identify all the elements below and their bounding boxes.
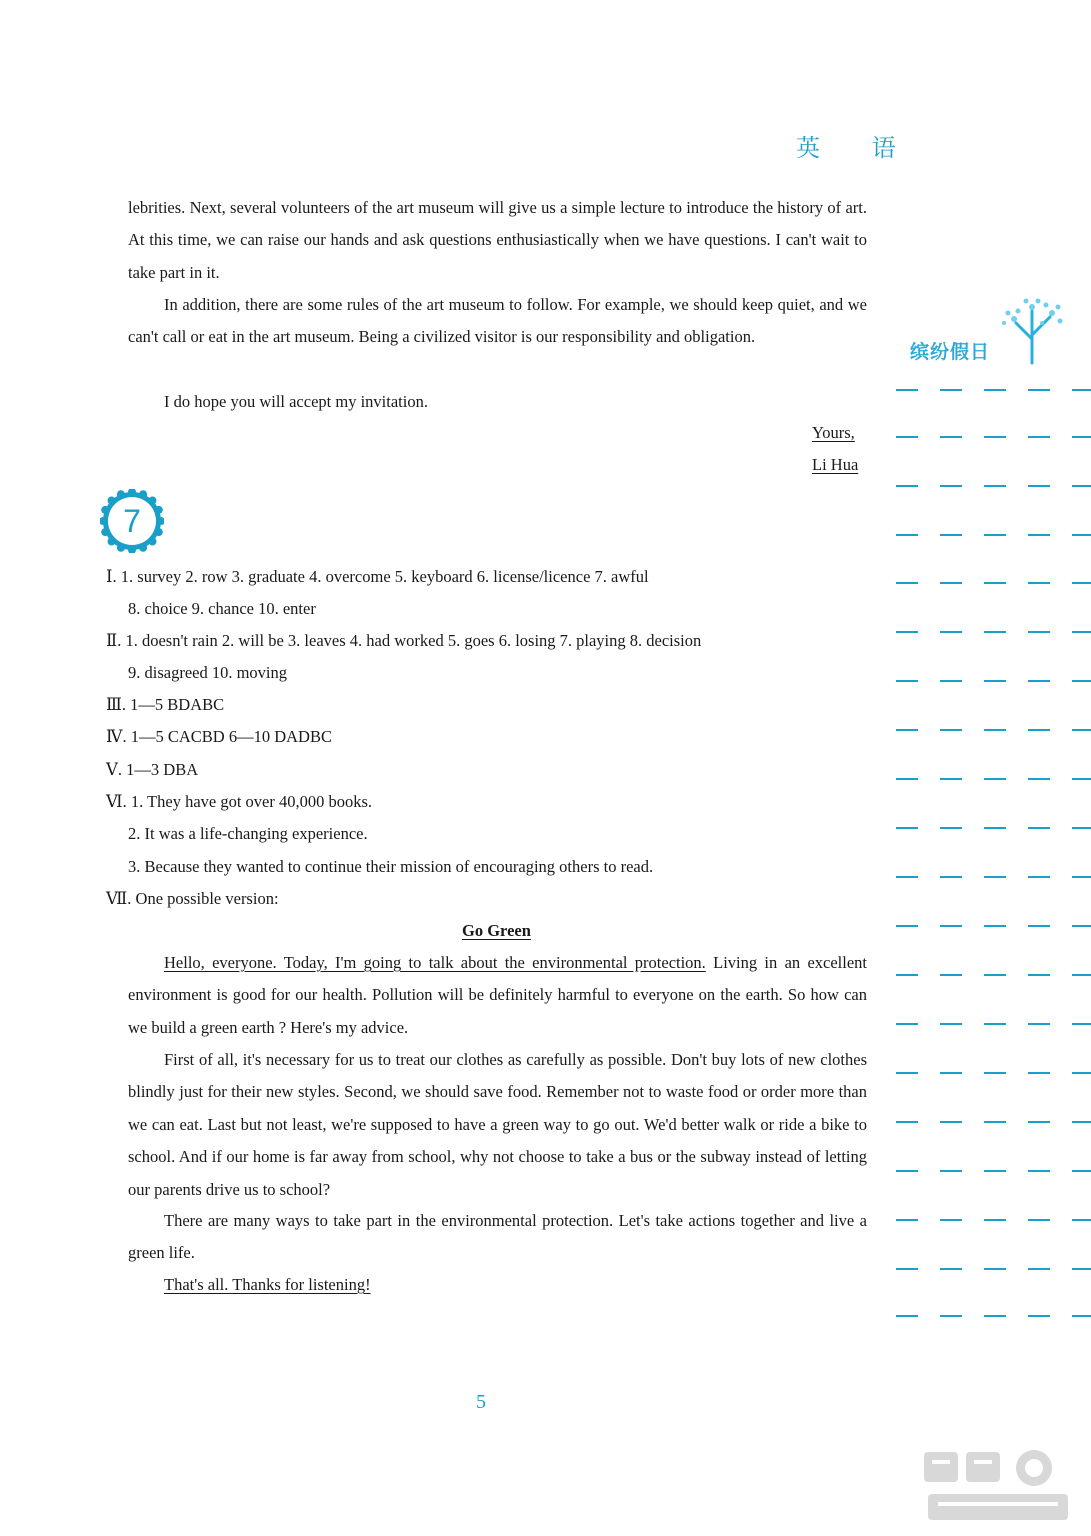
tree-logo-icon [996, 293, 1068, 365]
answer-section-7-intro: Ⅶ. One possible version: [106, 889, 279, 908]
note-line [896, 680, 1091, 682]
letter-paragraph-3: I do hope you will accept my invitation. [164, 392, 428, 411]
essay-opening-sentence: Hello, everyone. Today, I'm going to talk about the environmental protection. [164, 953, 706, 972]
letter-paragraph-2: In addition, there are some rules of the art museum to follow. For example, we should keep quiet, and we can't call or eat in the art museum. Being a civilized visitor is our responsibility and obligation. [128, 295, 867, 347]
essay-paragraph-3: There are many ways to take part in the environmental protection. Let's take actions together and live a green life. [128, 1211, 867, 1263]
answer-section-2-line-1: Ⅱ. 1. doesn't rain 2. will be 3. leaves 4. had worked 5. goes 6. losing 7. playing 8. decision [106, 631, 702, 650]
page-number: 5 [476, 1391, 486, 1413]
answer-section-1-line-1: Ⅰ. 1. survey 2. row 3. graduate 4. overcome 5. keyboard 6. license/licence 7. awful [106, 567, 649, 586]
note-line [896, 1219, 1091, 1221]
note-line [896, 925, 1091, 927]
answer-section-2-line-2: 9. disagreed 10. moving [128, 663, 288, 682]
answer-section-5: Ⅴ. 1—3 DBA [106, 760, 199, 779]
note-line [896, 827, 1091, 829]
subject-header: 英 语 [796, 134, 918, 162]
note-line [896, 436, 1091, 438]
note-line [896, 778, 1091, 780]
answer-section-6-item-1: Ⅵ. 1. They have got over 40,000 books. [106, 792, 373, 811]
note-line [896, 631, 1091, 633]
letter-closing: Yours, [812, 423, 855, 442]
note-line [896, 1072, 1091, 1074]
answer-section-1-line-2: 8. choice 9. chance 10. enter [128, 599, 316, 618]
sidebar-title: 缤纷假日 [910, 341, 991, 363]
watermark-logo-icon [918, 1446, 1078, 1526]
essay-paragraph-1 [128, 947, 867, 1044]
note-line [896, 485, 1091, 487]
note-line [896, 582, 1091, 584]
note-line [896, 389, 1091, 391]
note-line [896, 534, 1091, 536]
essay-title: Go Green [462, 921, 531, 940]
note-line [896, 1121, 1091, 1123]
letter-signature: Li Hua [812, 455, 859, 474]
note-line [896, 1315, 1091, 1317]
note-line [896, 1170, 1091, 1172]
essay-paragraph-2: First of all, it's necessary for us to treat our clothes as carefully as possible. Don't buy lots of new clothes blindly just for their new styles. Second, we should save food. Remember not to waste food or order more than we can eat. Last but not least, we're supposed to have a green way to go out. We'd better walk or ride a bike to school. And if our home is far away from school, why not choose to take a bus or the subway instead of letting our parents drive us to school? [128, 1050, 867, 1199]
note-line [896, 1023, 1091, 1025]
essay-paragraph-1-rest: Living in an excellent environment is good for our health. Pollution will be definitely harmful to everyone on the earth. So how can we build a green earth ? Here's my advice. [128, 953, 867, 1037]
answer-section-4: Ⅳ. 1—5 CACBD 6—10 DADBC [106, 727, 332, 746]
letter-paragraph-1: lebrities. Next, several volunteers of the art museum will give us a simple lecture to introduce the history of art. At this time, we can raise our hands and ask questions enthusiastically when we have questions. I can't wait to take part in it. [128, 198, 867, 282]
answer-section-6-item-2: 2. It was a life-changing experience. [128, 824, 368, 843]
note-line [896, 1268, 1091, 1270]
section-number: 7 [123, 503, 141, 539]
essay-closing-line: That's all. Thanks for listening! [164, 1275, 371, 1294]
answer-section-3: Ⅲ. 1—5 BDABC [106, 695, 225, 714]
note-line [896, 876, 1091, 878]
note-line [896, 974, 1091, 976]
answer-section-6-item-3: 3. Because they wanted to continue their mission of encouraging others to read. [128, 857, 654, 876]
note-line [896, 729, 1091, 731]
